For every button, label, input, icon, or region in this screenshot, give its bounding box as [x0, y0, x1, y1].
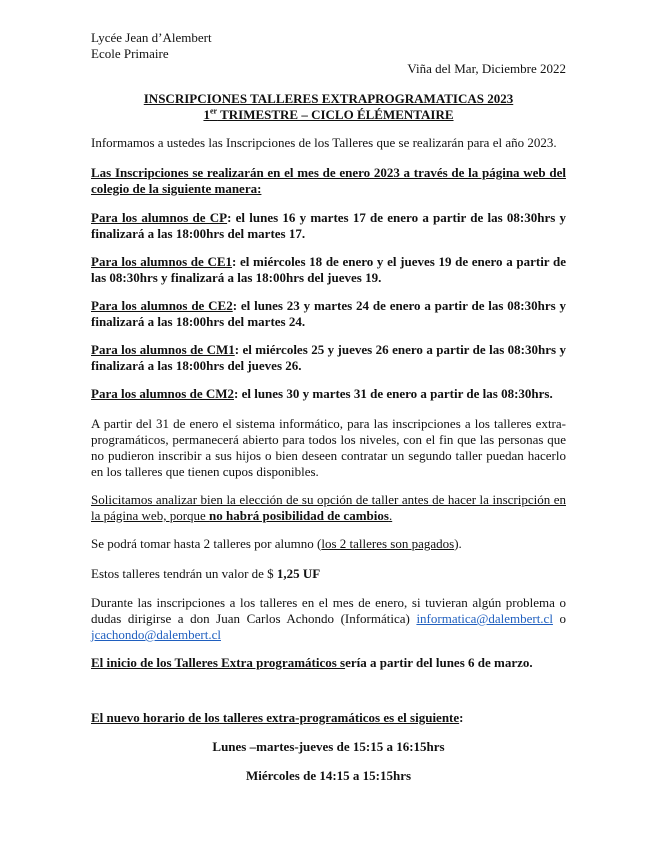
- group-cp-text: : el lunes 16 y martes 17 de enero a partir de las 08:30hrs y finalizará a las 18:00hrs del martes 17.: [91, 210, 566, 241]
- title-line-1: INSCRIPCIONES TALLERES EXTRAPROGRAMATICAS 2023: [143, 91, 514, 106]
- email-link-informatica[interactable]: informatica@dalembert.cl: [416, 611, 553, 626]
- group-cm1-label: Para los alumnos de CM1: [91, 342, 235, 357]
- start-date: El inicio de los Talleres Extra programáticos sería a partir del lunes 6 de marzo.: [91, 655, 533, 670]
- group-ce1: [91, 254, 566, 286]
- group-ce1-label: Para los alumnos de CE1: [91, 254, 233, 269]
- group-cm2: [91, 386, 566, 402]
- no-changes-warning: no habrá posibilidad de cambios: [209, 508, 389, 523]
- group-ce2-text: : el lunes 23 y martes 24 de enero a partir de las 08:30hrs y finalizará a las 18:00hrs del martes 24.: [91, 298, 566, 329]
- group-cm1: [91, 342, 566, 374]
- schedule-line-2: Miércoles de 14:15 a 15:15hrs: [245, 768, 412, 783]
- school-level: Ecole Primaire: [91, 46, 169, 61]
- intro-paragraph: Informamos a ustedes las Inscripciones de los Talleres que se realizarán para el año 2023.: [91, 135, 557, 150]
- max-workshops: Se podrá tomar hasta 2 talleres por alumno (los 2 talleres son pagados).: [91, 536, 462, 551]
- price-line: Estos talleres tendrán un valor de $ 1,25 UF: [91, 566, 321, 581]
- price-value: 1,25 UF: [276, 566, 321, 581]
- method-paragraph: Las Inscripciones se realizarán en el mes de enero 2023 a través de la página web del colegio de la siguiente manera:: [91, 165, 566, 196]
- schedule-heading: El nuevo horario de los talleres extra-programáticos es el siguiente:: [91, 710, 464, 725]
- group-ce2-label: Para los alumnos de CE2: [91, 298, 233, 313]
- document-title: [91, 91, 566, 123]
- contact-paragraph: Durante las inscripciones a los talleres en el mes de enero, si tuvieran algún problema o dudas dirigirse a don Juan Carlos Achondo (Informática) informatica@dalembert.cl o jcachondo@dalembert.cl: [91, 595, 566, 642]
- place-date: Viña del Mar, Diciembre 2022: [407, 61, 566, 76]
- paid-note: los 2 talleres son pagados: [321, 536, 455, 551]
- group-cm1-text: : el miércoles 25 y jueves 26 enero a partir de las 08:30hrs y finalizará a las 18:00hrs del jueves 26.: [91, 342, 567, 373]
- group-ce1-text: : el miércoles 18 de enero y el jueves 19 de enero a partir de las 08:30hrs y finalizará a las 18:00hrs del jueves 19.: [91, 254, 567, 285]
- analyze-paragraph: Solicitamos analizar bien la elección de su opción de taller antes de hacer la inscripción en la página web, porque no habrá posibilidad de cambios.: [91, 492, 566, 523]
- title-line-2: 1er TRIMESTRE – CICLO ÉLÉMENTAIRE: [203, 106, 454, 122]
- group-cm2-text: : el lunes 30 y martes 31 de enero a partir de las 08:30hrs.: [234, 386, 553, 401]
- group-cp-label: Para los alumnos de CP: [91, 210, 228, 225]
- group-cp: [91, 210, 566, 242]
- email-link-jcachondo[interactable]: jcachondo@dalembert.cl: [91, 627, 221, 642]
- open-system-paragraph: A partir del 31 de enero el sistema informático, para las inscripciones a los talleres extra-programáticos, permanecerá abierto para todos los niveles, con el fin que las personas que no pudieron inscribir a sus hijos o bien deseen contratar un segundo taller puedan hacerlo en los talleres que tienen cupos disponibles.: [91, 416, 566, 479]
- schedule-line-1: Lunes –martes-jueves de 15:15 a 16:15hrs: [212, 739, 445, 754]
- analyze-text: Solicitamos analizar bien la elección de su opción de taller antes de hacer la inscripción en la página web, porque: [91, 492, 566, 523]
- group-cm2-label: Para los alumnos de CM2: [91, 386, 234, 401]
- group-ce2: [91, 298, 566, 330]
- school-header: [91, 30, 566, 62]
- school-name: Lycée Jean d’Alembert: [91, 30, 212, 45]
